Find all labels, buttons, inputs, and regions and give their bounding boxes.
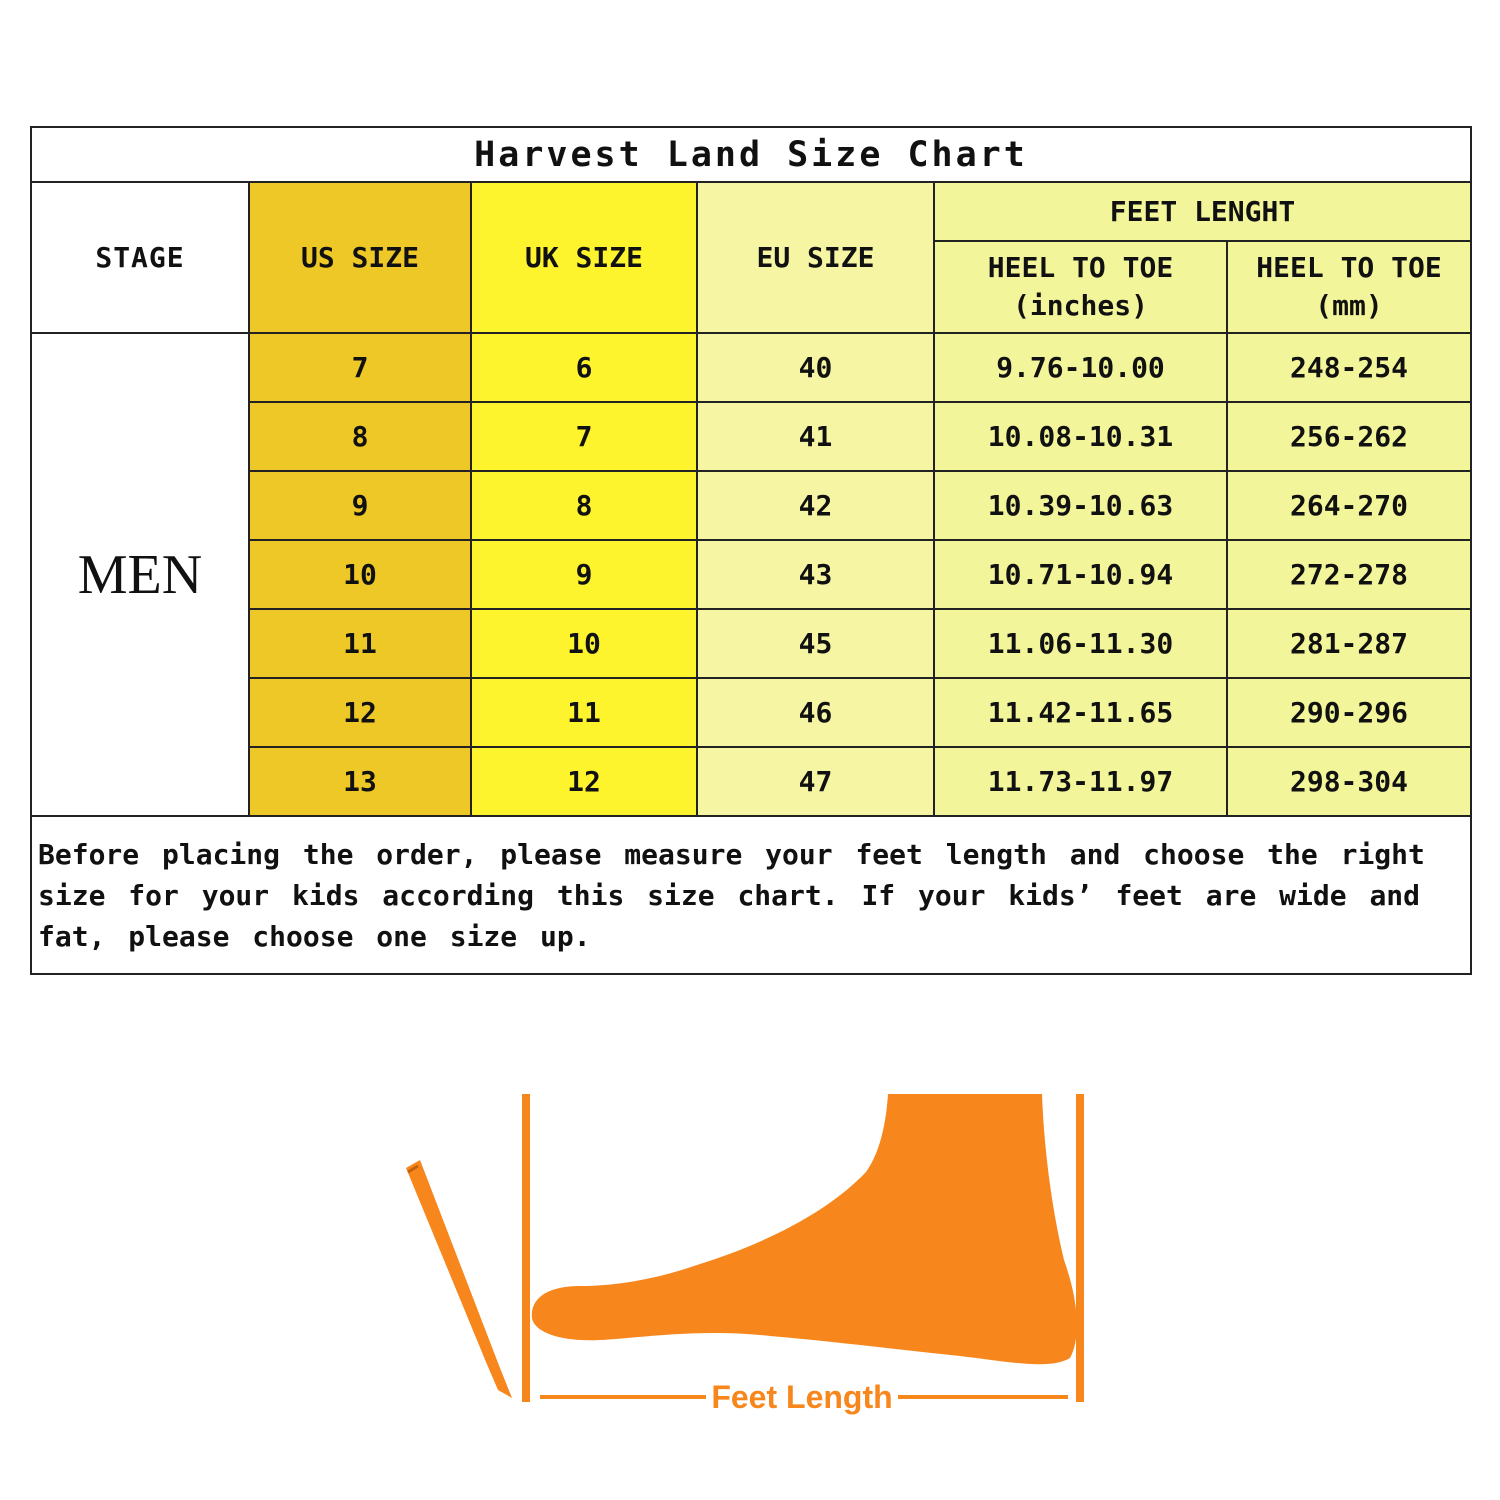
header-us-size: US SIZE <box>249 182 471 333</box>
header-stage: STAGE <box>31 182 249 333</box>
eu-size-cell: 43 <box>697 540 934 609</box>
mm-cell: 272-278 <box>1227 540 1471 609</box>
uk-size-cell: 6 <box>471 333 697 402</box>
us-size-cell: 10 <box>249 540 471 609</box>
mm-cell: 248-254 <box>1227 333 1471 402</box>
uk-size-cell: 10 <box>471 609 697 678</box>
header-mm-line1: HEEL TO TOE <box>1256 251 1442 284</box>
inches-cell: 11.73-11.97 <box>934 747 1227 816</box>
inches-cell: 11.06-11.30 <box>934 609 1227 678</box>
header-eu-size: EU SIZE <box>697 182 934 333</box>
eu-size-cell: 46 <box>697 678 934 747</box>
header-heel-to-toe-mm <box>1227 241 1471 333</box>
inches-cell: 10.08-10.31 <box>934 402 1227 471</box>
header-inches-line1: HEEL TO TOE <box>987 251 1174 284</box>
size-chart-table <box>30 126 1472 975</box>
stage-men-cell: MEN <box>31 333 249 816</box>
inches-cell: 10.71-10.94 <box>934 540 1227 609</box>
chart-title: Harvest Land Size Chart <box>31 127 1471 182</box>
eu-size-cell: 45 <box>697 609 934 678</box>
feet-length-label: Feet Length <box>711 1379 893 1415</box>
uk-size-cell: 12 <box>471 747 697 816</box>
feet-length-ruler <box>540 1379 1068 1415</box>
header-mm-line2: (mm) <box>1315 289 1383 322</box>
header-feet-length: FEET LENGHT <box>934 182 1471 241</box>
us-size-cell: 8 <box>249 402 471 471</box>
mm-cell: 281-287 <box>1227 609 1471 678</box>
mm-cell: 298-304 <box>1227 747 1471 816</box>
us-size-cell: 13 <box>249 747 471 816</box>
us-size-cell: 9 <box>249 471 471 540</box>
uk-size-cell: 11 <box>471 678 697 747</box>
us-size-cell: 11 <box>249 609 471 678</box>
mm-cell: 264-270 <box>1227 471 1471 540</box>
mm-cell: 290-296 <box>1227 678 1471 747</box>
foot-measurement-illustration <box>0 1060 1500 1500</box>
eu-size-cell: 41 <box>697 402 934 471</box>
pencil-icon <box>406 1160 512 1398</box>
eu-size-cell: 47 <box>697 747 934 816</box>
header-inches-line2: (inches) <box>1013 289 1148 322</box>
uk-size-cell: 9 <box>471 540 697 609</box>
uk-size-cell: 8 <box>471 471 697 540</box>
inches-cell: 11.42-11.65 <box>934 678 1227 747</box>
inches-cell: 10.39-10.63 <box>934 471 1227 540</box>
header-uk-size: UK SIZE <box>471 182 697 333</box>
us-size-cell: 12 <box>249 678 471 747</box>
table-row <box>31 333 1471 402</box>
eu-size-cell: 40 <box>697 333 934 402</box>
mm-cell: 256-262 <box>1227 402 1471 471</box>
inches-cell: 9.76-10.00 <box>934 333 1227 402</box>
uk-size-cell: 7 <box>471 402 697 471</box>
eu-size-cell: 42 <box>697 471 934 540</box>
size-note: Before placing the order, please measure your feet length and choose the right size for your kids according this size chart. If your kids’ feet are wide and fat, please choose one size up. <box>31 816 1471 974</box>
foot-silhouette-icon <box>532 1094 1077 1364</box>
header-heel-to-toe-inches <box>934 241 1227 333</box>
us-size-cell: 7 <box>249 333 471 402</box>
